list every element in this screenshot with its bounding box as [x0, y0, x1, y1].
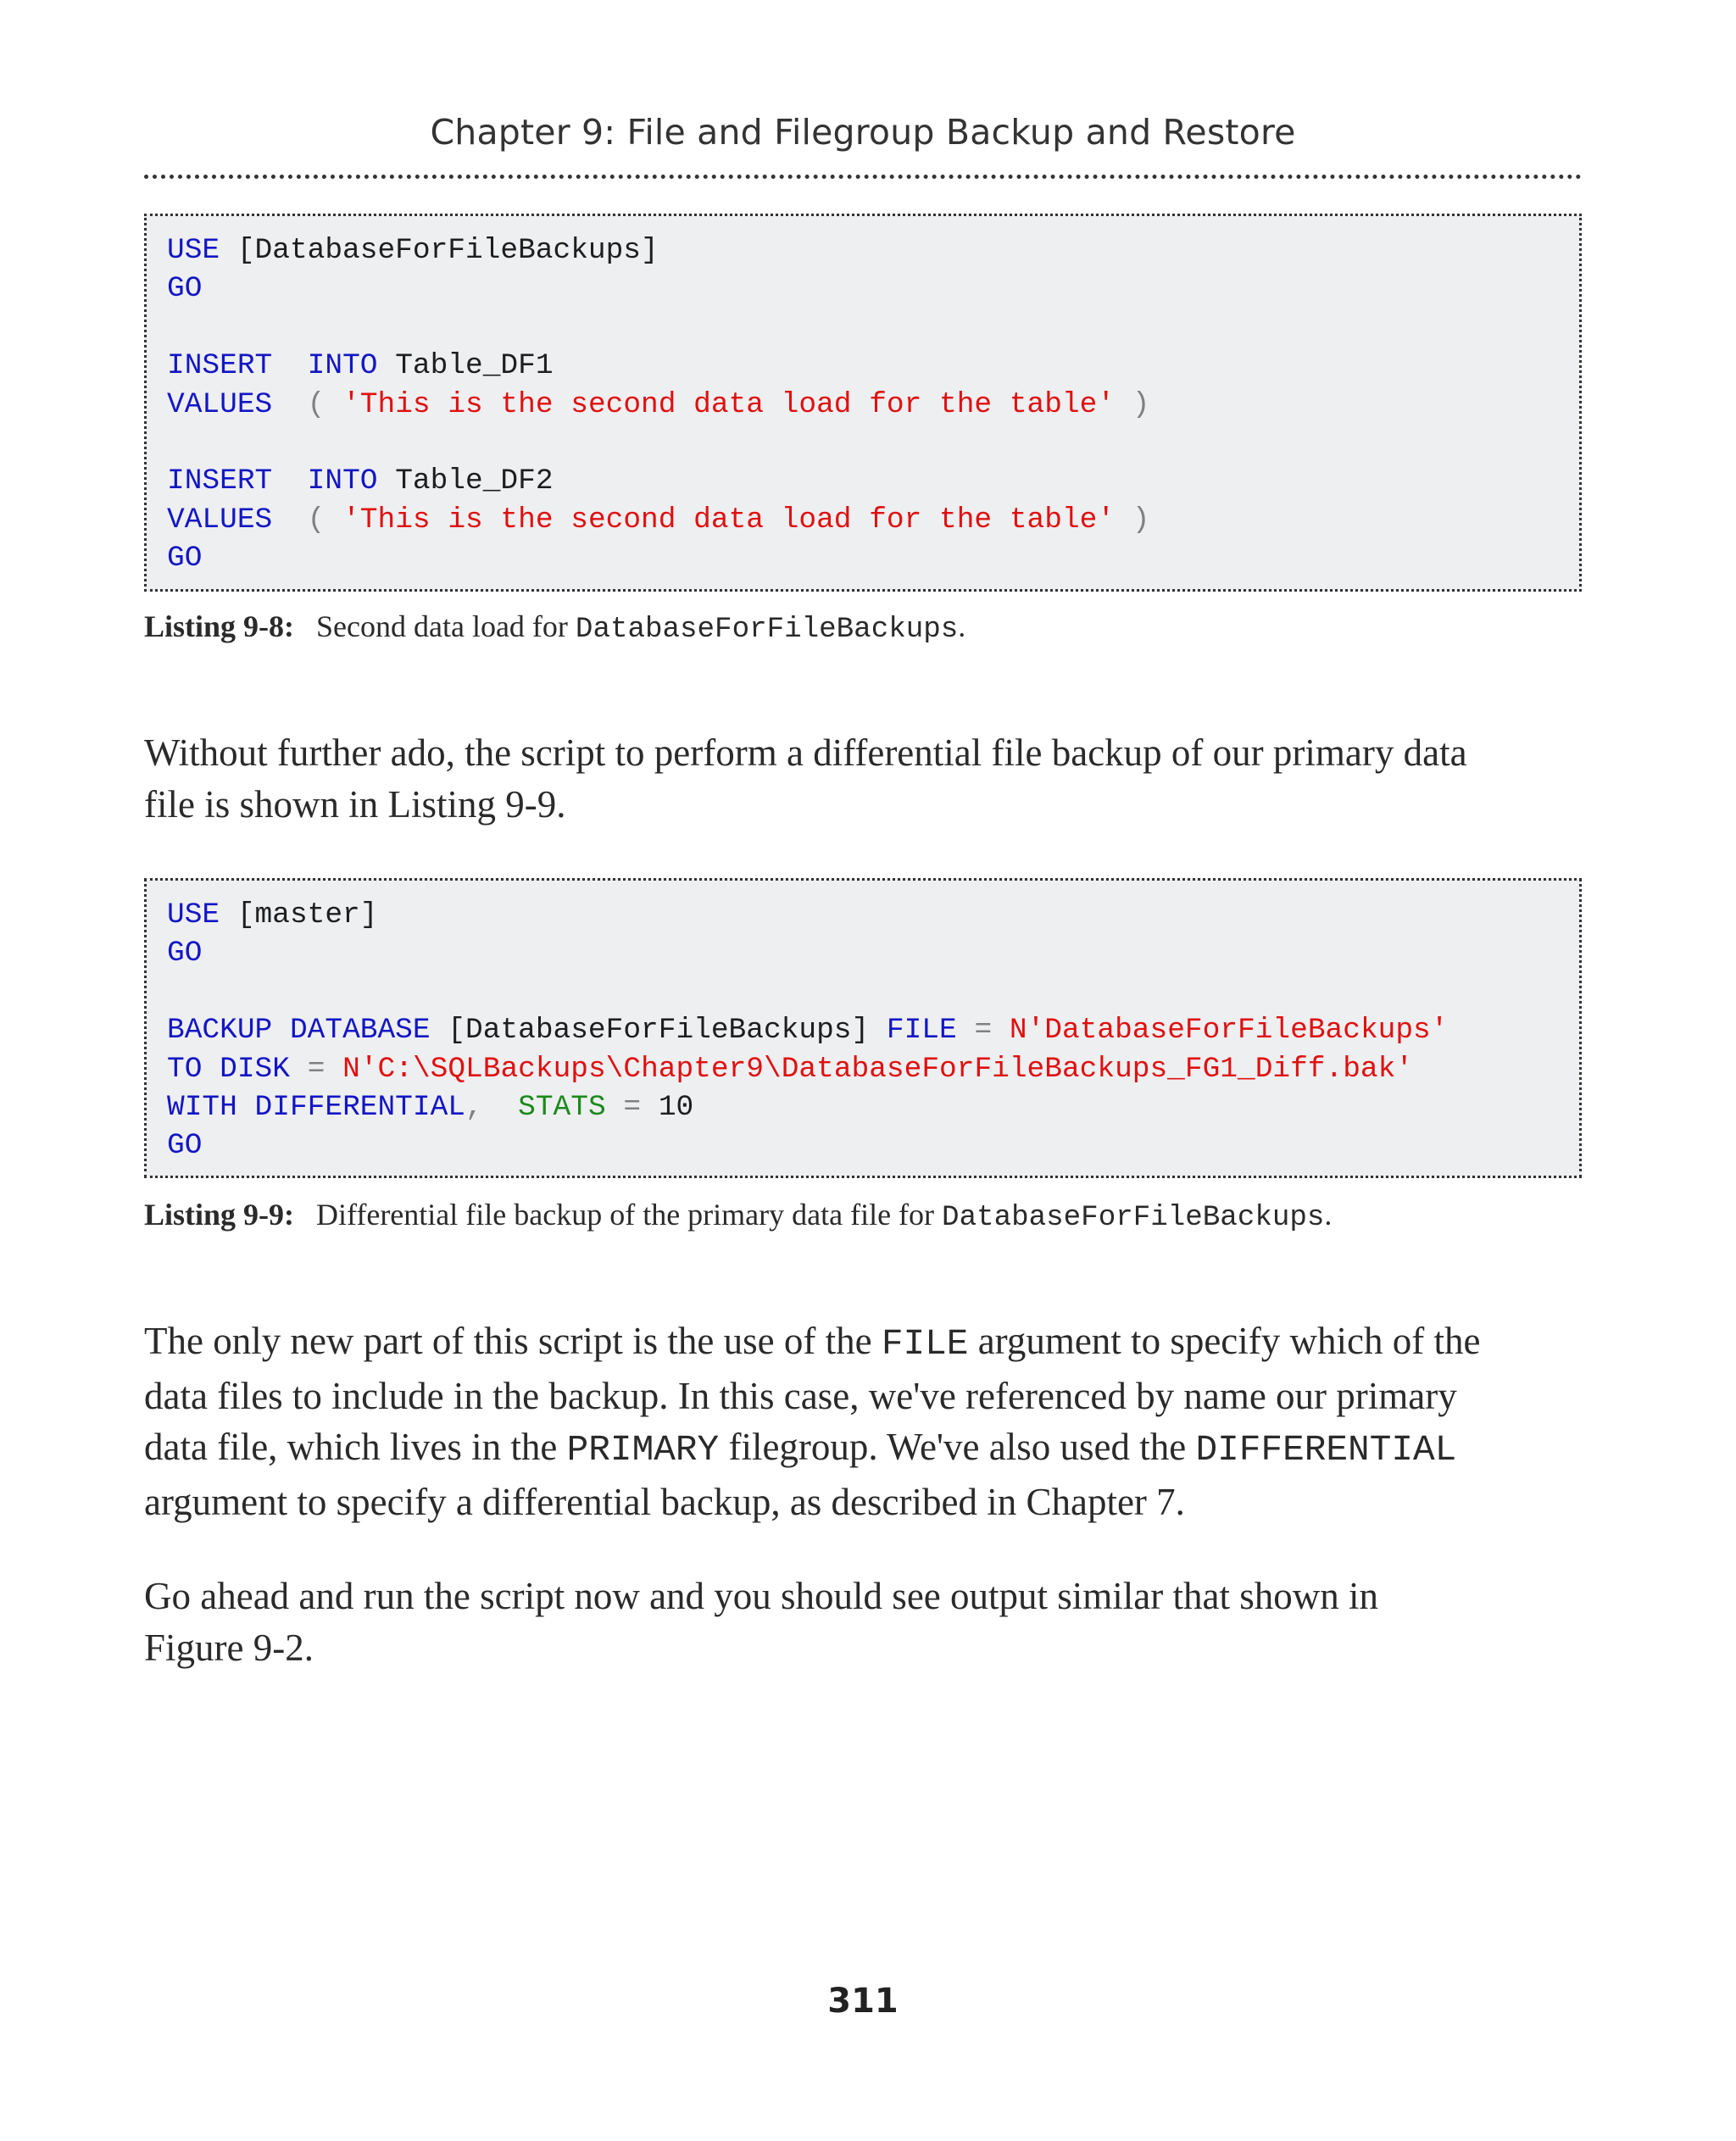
code-token: N'C:\SQLBackups\Chapter9\DatabaseForFileBackups_FG1_Diff.bak'	[342, 1052, 1414, 1086]
code-token: DIFFERENTIAL	[254, 1090, 465, 1124]
code-token	[992, 1014, 1010, 1047]
code-token: DATABASE	[289, 1014, 431, 1048]
code-token	[272, 388, 307, 421]
code-token: =	[974, 1014, 993, 1048]
code-line	[167, 501, 1559, 539]
code-token	[957, 1014, 975, 1047]
code-token	[272, 349, 307, 382]
listing-9-8-caption	[144, 609, 965, 646]
code-token: INTO	[307, 464, 378, 498]
code-token	[237, 1091, 255, 1124]
page-number: 311	[827, 1982, 899, 2021]
code-listing-9-9	[144, 878, 1582, 1178]
paragraph-line: Figure 9-2.	[144, 1626, 314, 1669]
caption-text: Second data load for	[316, 609, 576, 643]
code-token: GO	[167, 937, 203, 970]
code-token: )	[1132, 387, 1150, 421]
code-token: INTO	[307, 349, 378, 383]
paragraph-line	[144, 1476, 1585, 1528]
text-run: data files to include in the backup. In this case, we've referenced by name our primary	[144, 1374, 1457, 1417]
text-run: filegroup. We've also used the	[719, 1426, 1196, 1468]
header-divider	[144, 175, 1582, 179]
caption-end: .	[1324, 1198, 1333, 1232]
paragraph-line: file is shown in Listing 9-9.	[144, 782, 566, 826]
code-token	[1115, 388, 1132, 421]
code-token: [DatabaseForFileBackups]	[430, 1014, 887, 1048]
code-line	[167, 1011, 1559, 1049]
code-token: N'DatabaseForFileBackups'	[1009, 1014, 1449, 1048]
code-token: VALUES	[167, 503, 273, 537]
code-token: GO	[167, 272, 203, 306]
code-token	[325, 1053, 342, 1086]
caption-label: Listing 9-8:	[144, 609, 295, 643]
code-token: GO	[167, 1129, 203, 1163]
paragraph-line	[144, 1315, 1585, 1371]
code-token: Table_DF2	[377, 464, 554, 498]
code-token: DISK	[220, 1052, 290, 1086]
code-token: (	[307, 387, 326, 421]
code-token: INSERT	[167, 349, 273, 383]
explanation-paragraph	[144, 1315, 1585, 1527]
code-line	[167, 1050, 1559, 1088]
code-line	[167, 462, 1559, 500]
caption-text: Differential file backup of the primary data file for	[316, 1198, 943, 1232]
code-token: TO	[167, 1052, 203, 1086]
code-token: VALUES	[167, 387, 273, 421]
code-line	[167, 309, 1559, 347]
code-token: )	[1132, 503, 1150, 537]
code-token	[325, 388, 342, 421]
code-line	[167, 934, 1559, 972]
code-token	[202, 1053, 220, 1086]
caption-code: DatabaseForFileBackups	[942, 1202, 1325, 1234]
code-token	[325, 503, 342, 537]
caption-end: .	[958, 609, 966, 643]
code-token: STATS	[518, 1090, 606, 1124]
code-token: Table_DF1	[377, 349, 554, 383]
code-token	[272, 464, 307, 498]
code-token	[606, 1091, 624, 1124]
code-line	[167, 1126, 1559, 1165]
code-token: INSERT	[167, 464, 273, 498]
inline-code: DIFFERENTIAL	[1195, 1429, 1457, 1471]
paragraph-line	[144, 1371, 1585, 1422]
code-token: 'This is the second data load for the table'	[342, 503, 1116, 537]
paragraph-line: Go ahead and run the script now and you should see output similar that shown in	[144, 1575, 1378, 1617]
code-token: ,	[465, 1090, 483, 1124]
code-token: GO	[167, 542, 203, 576]
code-token: BACKUP	[167, 1014, 273, 1048]
code-token: =	[623, 1090, 642, 1124]
text-run: data file, which lives in the	[144, 1426, 567, 1468]
intro-paragraph	[144, 727, 1585, 830]
paragraph-line	[144, 1421, 1585, 1476]
code-token	[1115, 503, 1132, 537]
code-token: WITH	[167, 1090, 237, 1124]
code-token	[272, 1014, 290, 1047]
code-token: 10	[641, 1090, 694, 1124]
code-line	[167, 270, 1559, 308]
code-line	[167, 231, 1559, 270]
text-run: argument to specify a differential backup, as described in Chapter 7.	[144, 1480, 1185, 1523]
chapter-header: Chapter 9: File and Filegroup Backup and Restore	[430, 112, 1296, 153]
code-line	[167, 1088, 1559, 1126]
code-line	[167, 539, 1559, 577]
code-token: [DatabaseForFileBackups]	[220, 234, 659, 267]
code-token	[272, 503, 307, 537]
code-line	[167, 386, 1559, 424]
code-line	[167, 424, 1559, 462]
code-token	[483, 1091, 518, 1124]
code-listing-9-8	[144, 214, 1582, 592]
text-run: argument to specify which of the	[968, 1320, 1481, 1362]
code-token: FILE	[886, 1014, 957, 1048]
caption-code: DatabaseForFileBackups	[575, 614, 959, 646]
inline-code: FILE	[881, 1323, 969, 1365]
code-token: USE	[167, 898, 220, 931]
run-script-paragraph	[144, 1571, 1585, 1673]
text-run: The only new part of this script is the use of the	[144, 1320, 882, 1362]
caption-label: Listing 9-9:	[144, 1198, 295, 1232]
code-token: (	[307, 503, 326, 537]
code-token	[290, 1053, 308, 1086]
code-line	[167, 896, 1559, 934]
listing-9-9-caption	[144, 1197, 1332, 1234]
code-token: =	[307, 1052, 326, 1086]
inline-code: PRIMARY	[566, 1429, 720, 1471]
code-token: [master]	[220, 898, 378, 931]
code-token: 'This is the second data load for the table'	[342, 387, 1116, 421]
code-line	[167, 347, 1559, 385]
paragraph-line: Without further ado, the script to perform a differential file backup of our primary data	[144, 731, 1467, 774]
code-token: USE	[167, 234, 220, 267]
code-line	[167, 973, 1559, 1011]
